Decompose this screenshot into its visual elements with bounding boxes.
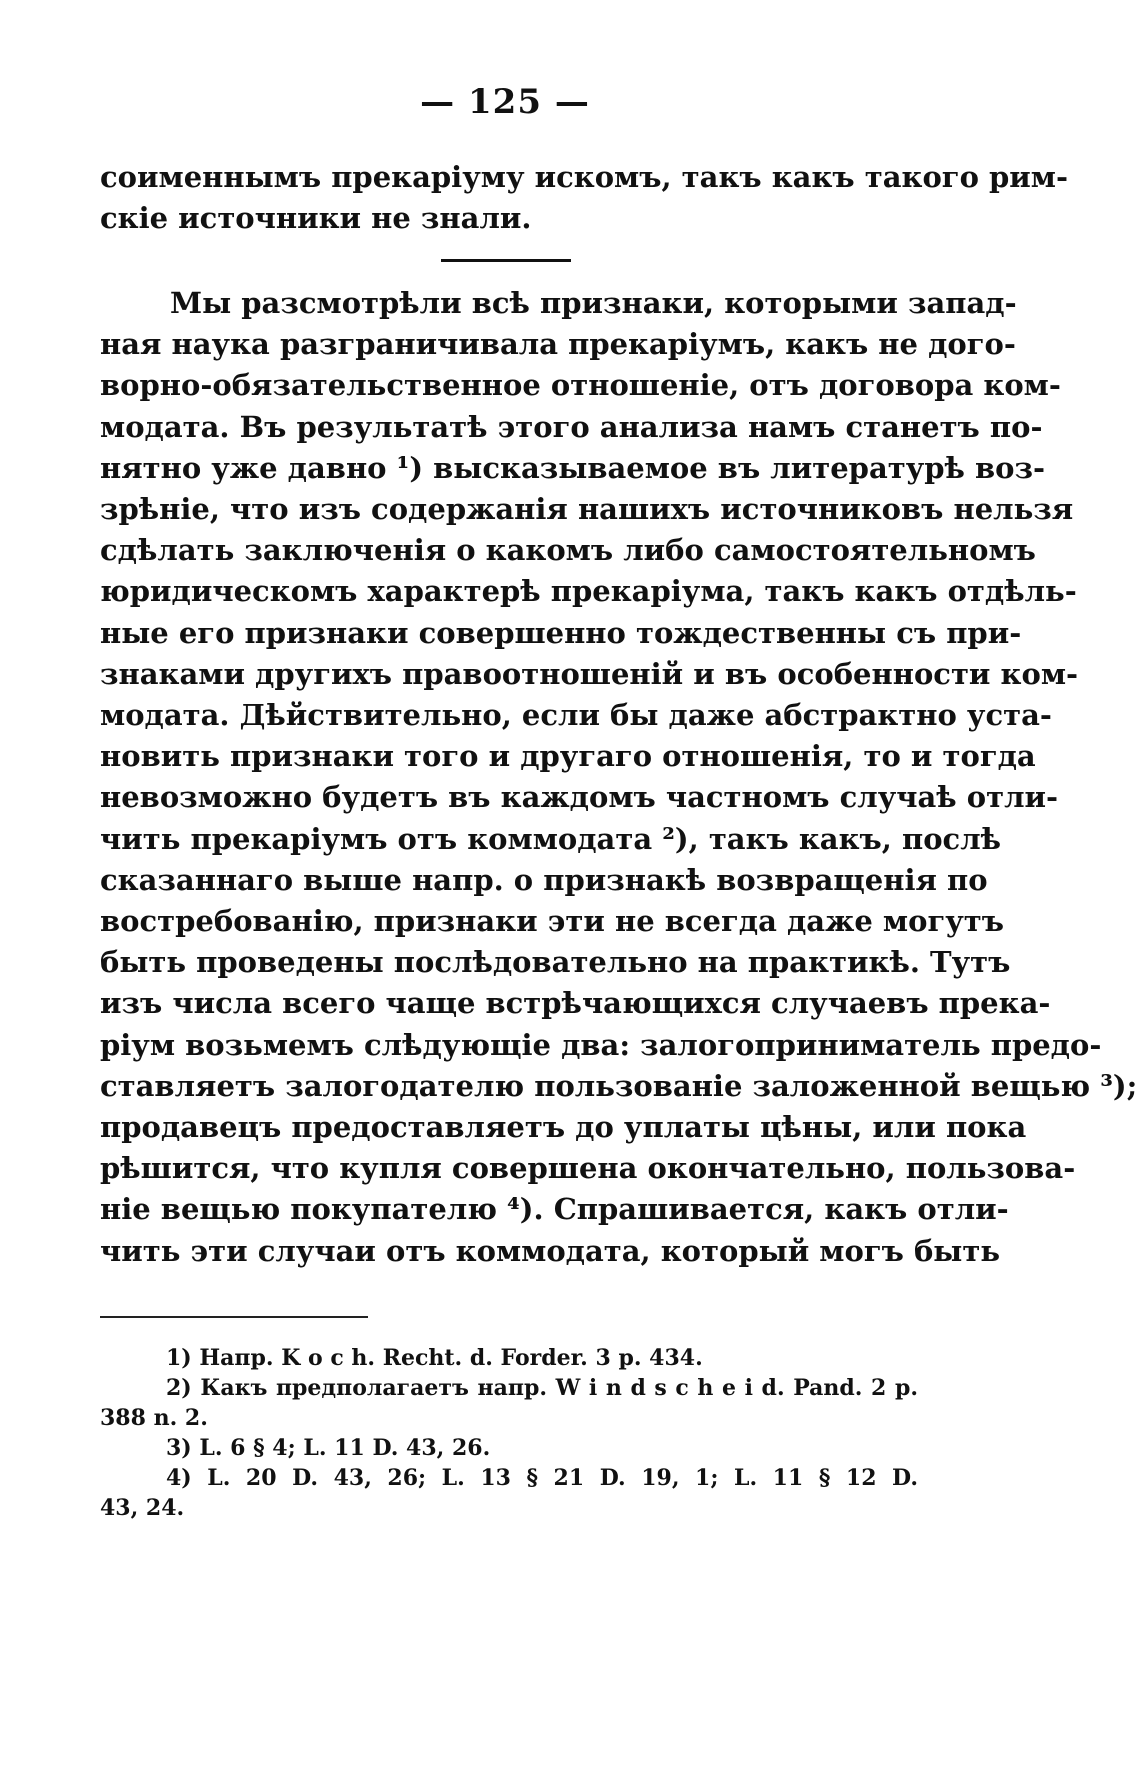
main-line: ставляетъ залогодателю пользованіе заложенной вещью ³); xyxy=(100,1068,1138,1103)
intro-line: скіе источники не знали. xyxy=(100,201,532,236)
main-paragraph xyxy=(100,283,1138,1272)
main-line: рѣшится, что купля совершена окончательно, пользова- xyxy=(100,1151,1076,1186)
main-line: зрѣніе, что изъ содержанія нашихъ источниковъ нельзя xyxy=(100,492,1074,527)
intro-paragraph xyxy=(100,157,1069,239)
footnotes xyxy=(100,1343,918,1523)
main-line: ріум возьмемъ слѣдующіе два: залогоприниматель предо- xyxy=(100,1027,1102,1062)
main-line: невозможно будетъ въ каждомъ частномъ случаѣ отли- xyxy=(100,780,1059,815)
main-line: юридическомъ характерѣ прекаріума, такъ какъ отдѣль- xyxy=(100,574,1077,609)
main-line: модата. Дѣйствительно, если бы даже абстрактно уста- xyxy=(100,698,1052,733)
page-number: — 125 — xyxy=(420,82,590,122)
main-line: ніе вещью покупателю ⁴). Спрашивается, какъ отли- xyxy=(100,1192,1009,1227)
main-line: чить эти случаи отъ коммодата, который могъ быть xyxy=(100,1233,1001,1268)
main-line: Мы разсмотрѣли всѣ признаки, которыми запад- xyxy=(170,286,1017,320)
main-line: чить прекаріумъ отъ коммодата ²), такъ какъ, послѣ xyxy=(100,821,1002,856)
footnote-3 xyxy=(100,1433,918,1463)
main-line: сдѣлать заключенія о какомъ либо самостоятельномъ xyxy=(100,533,1036,568)
main-line: востребованію, признаки эти не всегда даже могутъ xyxy=(100,904,1005,939)
main-line: нятно уже давно ¹) высказываемое въ литературѣ воз- xyxy=(100,450,1046,485)
main-line: ворно-обязательственное отношеніе, отъ договора ком- xyxy=(100,368,1061,403)
main-line: ная наука разграничивала прекаріумъ, какъ не дого- xyxy=(100,327,1016,362)
footnote-line: 1) Напр. K o c h. Recht. d. Forder. 3 p. 434. xyxy=(166,1345,703,1371)
footnote-line: 3) L. 6 § 4; L. 11 D. 43, 26. xyxy=(166,1435,491,1461)
footnote-divider xyxy=(100,1316,368,1318)
footnote-line: 388 n. 2. xyxy=(100,1405,208,1431)
footnote-2 xyxy=(100,1373,918,1433)
footnote-line: 4) L. 20 D. 43, 26; L. 13 § 21 D. 19, 1; L. 11 § 12 D. xyxy=(166,1465,918,1491)
main-line: продавецъ предоставляетъ до уплаты цѣны, или пока xyxy=(100,1110,1027,1145)
main-line: модата. Въ результатѣ этого анализа намъ станетъ по- xyxy=(100,409,1043,444)
footnote-4 xyxy=(100,1463,918,1523)
main-line: сказаннаго выше напр. о признакѣ возвращенія по xyxy=(100,862,988,897)
main-line: ные его признаки совершенно тождественны съ при- xyxy=(100,615,1022,650)
footnote-line: 2) Какъ предполагаетъ напр. W i n d s c h e i d. Pand. 2 p. xyxy=(166,1375,918,1401)
main-line: знаками другихъ правоотношеній и въ особенности ком- xyxy=(100,656,1079,691)
section-divider xyxy=(441,259,571,262)
footnote-line: 43, 24. xyxy=(100,1495,185,1521)
main-line: новить признаки того и другаго отношенія, то и тогда xyxy=(100,739,1036,774)
footnote-1 xyxy=(100,1343,918,1373)
main-line: изъ числа всего чаще встрѣчающихся случаевъ прека- xyxy=(100,986,1051,1021)
intro-line: соименнымъ прекаріуму искомъ, такъ какъ такого рим- xyxy=(100,160,1069,194)
main-line: быть проведены послѣдовательно на практикѣ. Тутъ xyxy=(100,945,1011,980)
